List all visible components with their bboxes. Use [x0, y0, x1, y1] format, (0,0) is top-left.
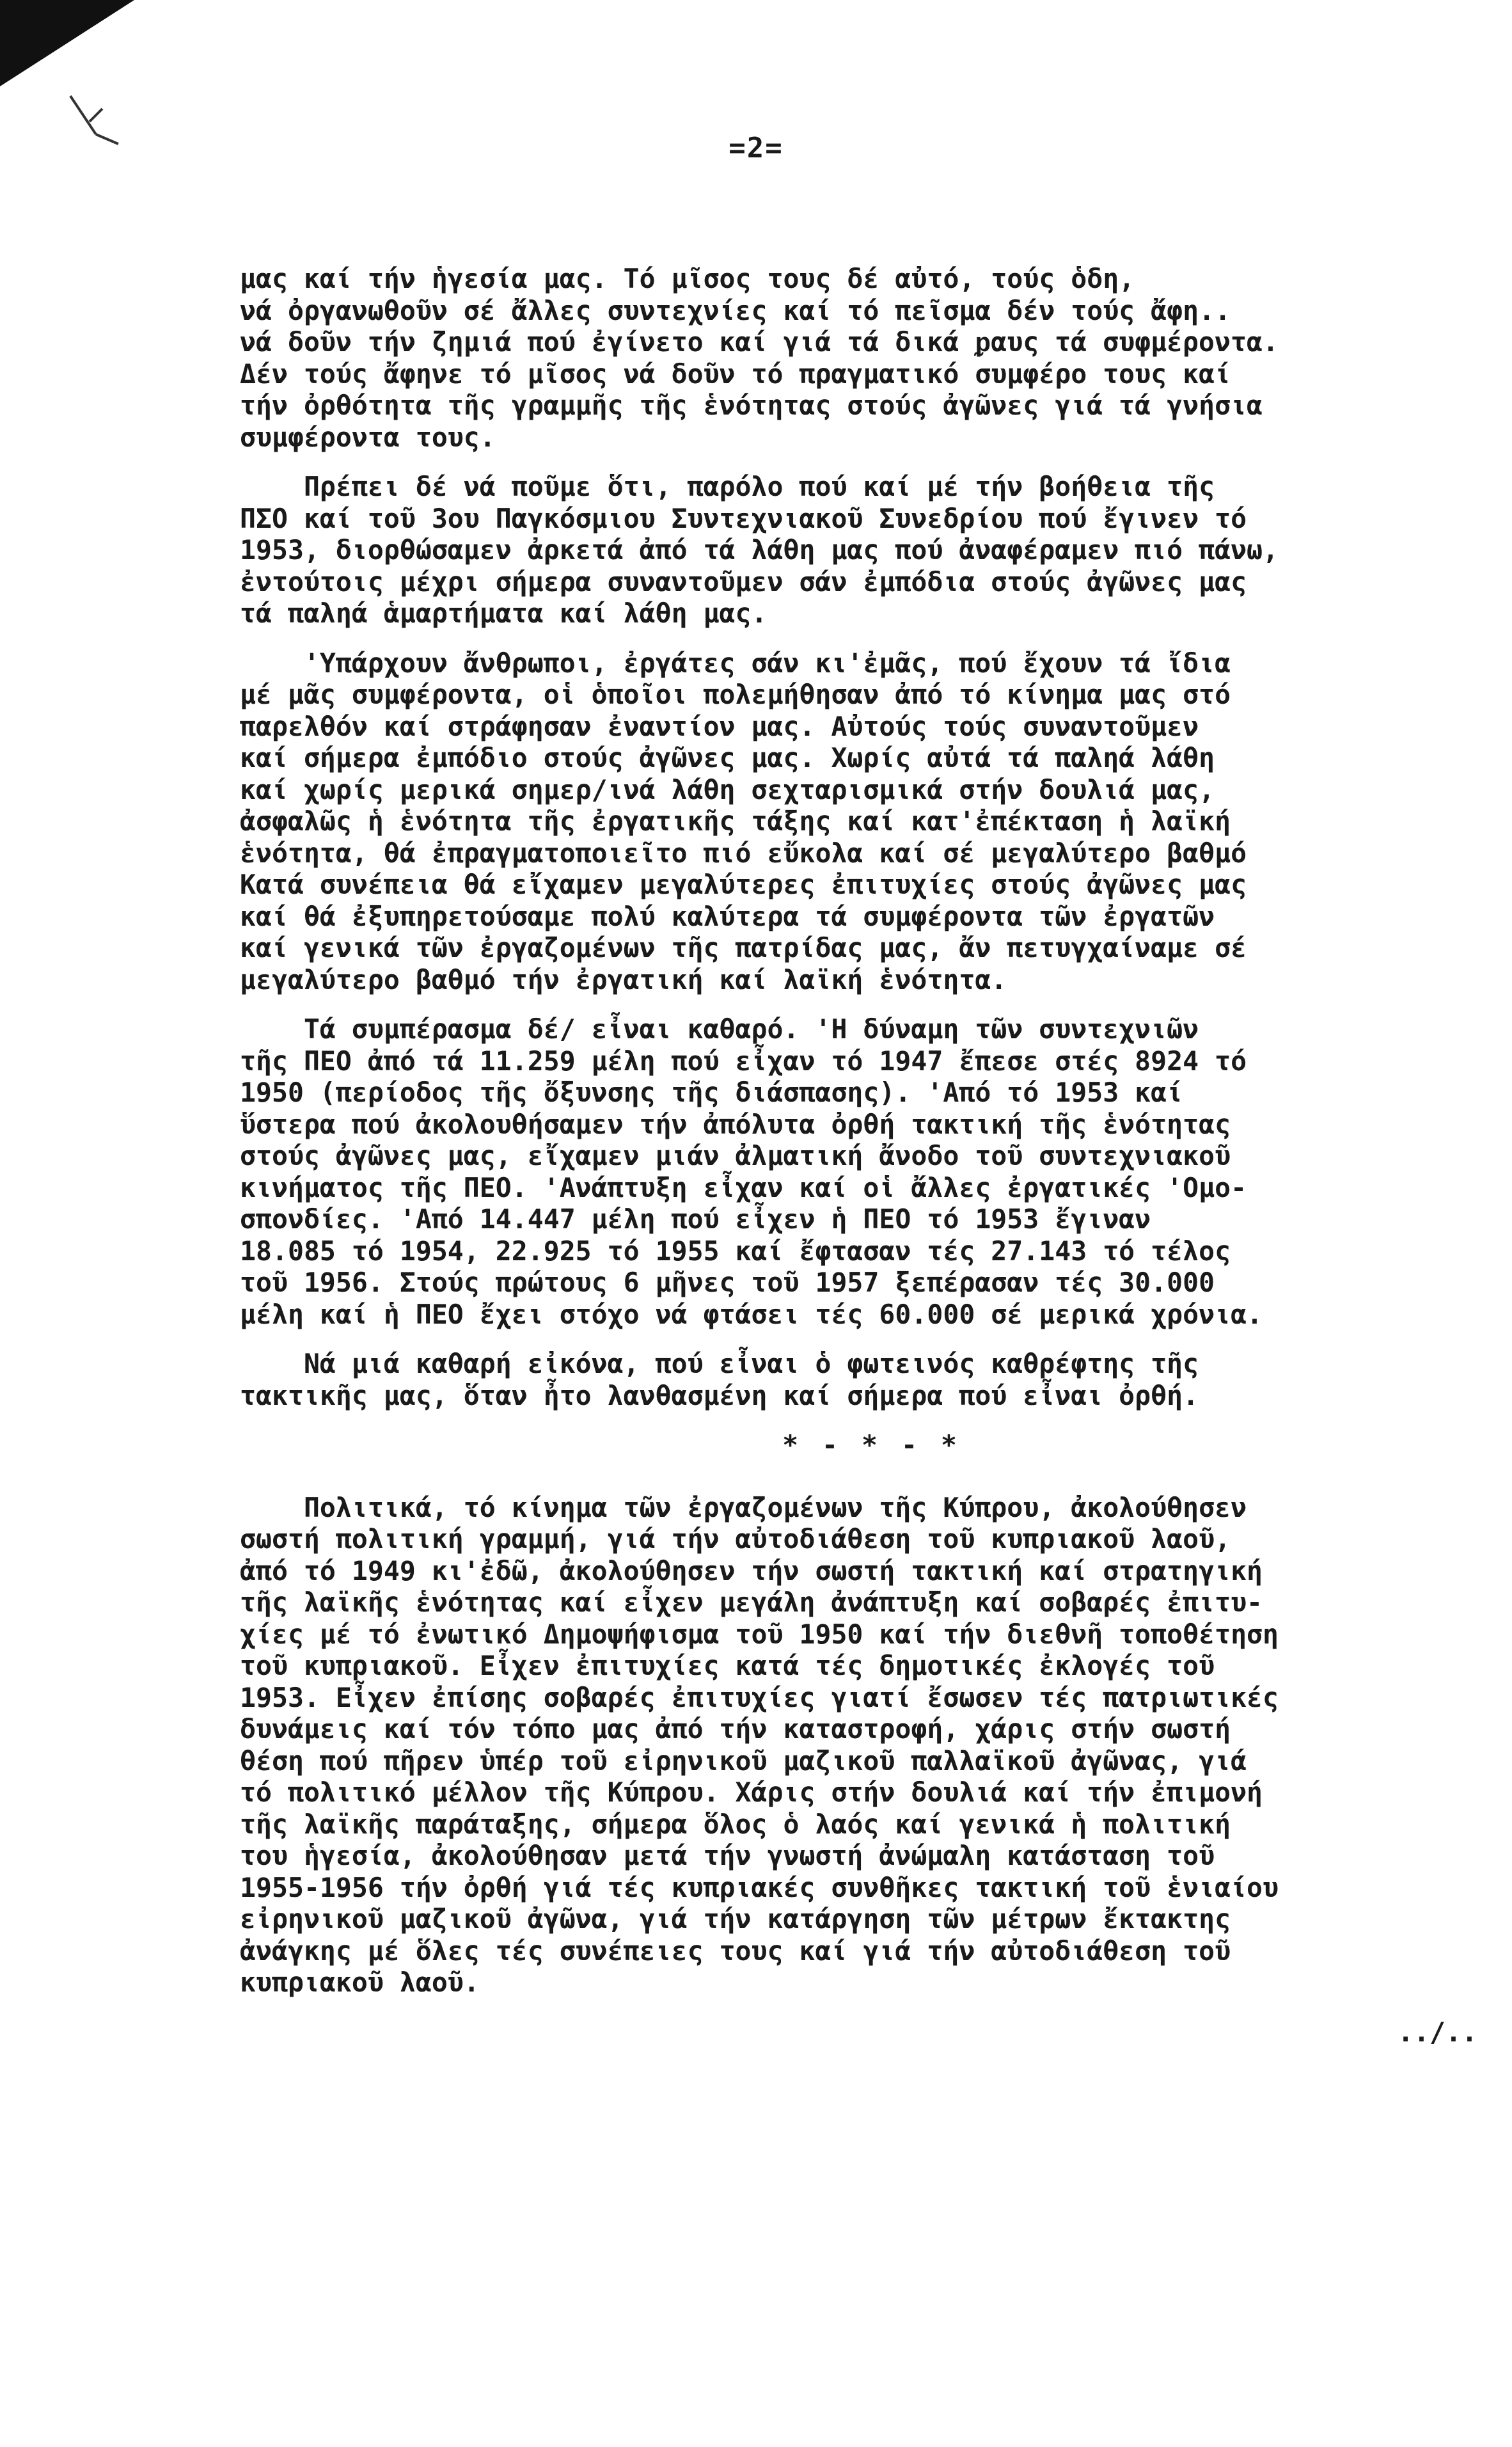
text-line: 1953, διορθώσαμεν ἀρκετά ἀπό τά λάθη μας πού ἀναφέραμεν πιό πάνω, [240, 534, 1279, 566]
text-line: μας καί τήν ἡγεσία μας. Τό μῖσος τους δέ αὐτό, τούς ὁδη, [240, 263, 1135, 294]
text-line: Νά μιά καθαρή εἰκόνα, πού εἶναι ὁ φωτεινός καθρέφτης τῆς [240, 1348, 1199, 1379]
text-line: σωστή πολιτική γραμμή, γιά τήν αὐτοδιάθεση τοῦ κυπριακοῦ λαοῦ, [240, 1523, 1231, 1555]
text-line: 1950 (περίοδος τῆς ὄξυνσης τῆς διάσπασης). 'Από τό 1953 καί [240, 1077, 1183, 1108]
paragraphs [240, 263, 1503, 2048]
text-line: 1953. Εἶχεν ἐπίσης σοβαρές ἐπιτυχίες γιατί ἔσωσεν τές πατριωτικές [240, 1681, 1279, 1713]
text-line: τήν ὀρθότητα τῆς γραμμῆς τῆς ἑνότητας στούς ἀγῶνες γιά τά γνήσια [240, 390, 1263, 421]
text-line: στούς ἀγῶνες μας, εἴχαμεν μιάν ἀλματική ἄνοδο τοῦ συντεχνιακοῦ [240, 1140, 1231, 1171]
text-line: ὕστερα πού ἀκολουθήσαμεν τήν ἀπόλυτα ὀρθή τακτική τῆς ἑνότητας [240, 1108, 1231, 1140]
text-line: ΠΣΟ καί τοῦ 3ου Παγκόσμιου Συντεχνιακοῦ Συνεδρίου πού ἔγινεν τό [240, 502, 1247, 534]
text-line: νά δοῦν τήν ζημιά πού ἐγίνετο καί γιά τά δικά ᵱαυς τά συφμέροντα. [240, 326, 1279, 358]
continuation-mark: ../.. [1398, 2016, 1477, 2048]
text-line: τοῦ κυπριακοῦ. Εἶχεν ἐπιτυχίες κατά τές δημοτικές ἐκλογές τοῦ [240, 1650, 1215, 1681]
text-line: παρελθόν καί στράφησαν ἐναντίον μας. Αὐτούς τούς συναντοῦμεν [240, 710, 1199, 742]
section-separator: * - * - * [782, 1429, 961, 1461]
document-body [240, 200, 1503, 2080]
text-line: ἀσφαλῶς ἡ ἑνότητα τῆς ἐργατικῆς τάξης καί κατ'ἐπέκταση ἡ λαϊκή [240, 805, 1231, 837]
scan-corner-shadow [0, 0, 134, 86]
text-line: κινήματος τῆς ΠΕΟ. 'Ανάπτυξη εἶχαν καί οἱ ἄλλες ἐργατικές 'Ομο- [240, 1171, 1247, 1203]
paragraph [240, 1492, 1503, 1999]
text-line: τῆς λαϊκῆς ἑνότητας καί εἶχεν μεγάλη ἀνάπτυξη καί σοβαρές ἐπιτυ- [240, 1587, 1263, 1618]
text-line: καί σήμερα ἐμπόδιο στούς ἀγῶνες μας. Χωρίς αὐτά τά παληά λάθη [240, 742, 1215, 773]
text-line: νά ὀργανωθοῦν σέ ἄλλες συντεχνίες καί τό πεῖσμα δέν τούς ἄφη.. [240, 294, 1231, 326]
text-line: εἰρηνικοῦ μαζικοῦ ἀγῶνα, γιά τήν κατάργηση τῶν μέτρων ἔκτακτης [240, 1903, 1231, 1935]
text-line: ἀπό τό 1949 κι'ἐδῶ, ἀκολούθησεν τήν σωστή τακτική καί στρατηγική [240, 1555, 1263, 1587]
paragraph [240, 1013, 1503, 1330]
paragraph [240, 647, 1503, 996]
text-line: του ἡγεσία, ἀκολούθησαν μετά τήν γνωστή ἀνώμαλη κατάσταση τοῦ [240, 1840, 1215, 1871]
text-line: ἀνάγκης μέ ὅλες τές συνέπειες τους καί γιά τήν αὐτοδιάθεση τοῦ [240, 1935, 1231, 1967]
text-line: τά παληά ἁμαρτήματα καί λάθη μας. [240, 598, 768, 629]
text-line: τῆς λαϊκῆς παράταξης, σήμερα ὅλος ὁ λαός καί γενικά ἡ πολιτική [240, 1808, 1231, 1840]
text-line: δυνάμεις καί τόν τόπο μας ἀπό τήν καταστροφή, χάρις στήν σωστή [240, 1713, 1231, 1745]
text-line: καί χωρίς μερικά σημερ/ινά λάθη σεχταρισμικά στήν δουλιά μας, [240, 773, 1215, 805]
text-line: τό πολιτικό μέλλον τῆς Κύπρου. Χάρις στήν δουλιά καί τήν ἐπιμονή [240, 1777, 1263, 1808]
text-line: καί γενικά τῶν ἐργαζομένων τῆς πατρίδας μας, ἄν πετυγχαίναμε σέ [240, 932, 1247, 963]
text-line: Πολιτικά, τό κίνημα τῶν ἐργαζομένων τῆς Κύπρου, ἀκολούθησεν [240, 1491, 1247, 1523]
text-line: 'Υπάρχουν ἄνθρωποι, ἐργάτες σάν κι'ἐμᾶς, πού ἔχουν τά ἴδια [240, 647, 1231, 679]
text-line: 1955-1956 τήν ὀρθή γιά τές κυπριακές συνθῆκες τακτική τοῦ ἑνιαίου [240, 1871, 1279, 1903]
text-line: ἑνότητα, θά ἐπραγματοποιεῖτο πιό εὔκολα καί σέ μεγαλύτερο βαθμό [240, 837, 1247, 869]
paragraph [240, 263, 1503, 453]
text-line: συμφέροντα τους. [240, 421, 496, 453]
text-line: τῆς ΠΕΟ ἀπό τά 11.259 μέλη πού εἶχαν τό 1947 ἔπεσε στές 8924 τό [240, 1045, 1247, 1077]
text-line: μέ μᾶς συμφέροντα, οἱ ὁποῖοι πολεμήθησαν ἀπό τό κίνημα μας στό [240, 679, 1231, 710]
text-line: τακτικῆς μας, ὅταν ἦτο λανθασμένη καί σήμερα πού εἶναι ὀρθή. [240, 1379, 1199, 1411]
text-line: μεγαλύτερο βαθμό τήν ἐργατική καί λαϊκή ἑνότητα. [240, 963, 1007, 995]
text-line: Πρέπει δέ νά ποῦμε ὅτι, παρόλο πού καί μέ τήν βοήθεια τῆς [240, 471, 1215, 502]
text-line: τοῦ 1956. Στούς πρώτους 6 μῆνες τοῦ 1957 ξεπέρασαν τές 30.000 [240, 1267, 1215, 1298]
text-line: Τά συμπέρασμα δέ/ εἶναι καθαρό. 'Η δύναμη τῶν συντεχνιῶν [240, 1013, 1199, 1045]
text-line: καί θά ἐξυπηρετούσαμε πολύ καλύτερα τά συμφέροντα τῶν ἐργατῶν [240, 900, 1215, 932]
text-line: 18.085 τό 1954, 22.925 τό 1955 καί ἔφτασαν τές 27.143 τό τέλος [240, 1235, 1231, 1267]
paragraph [240, 1348, 1503, 1411]
text-line: κυπριακοῦ λαοῦ. [240, 1967, 480, 1998]
paragraph [240, 471, 1503, 630]
text-line: μέλη καί ἡ ΠΕΟ ἔχει στόχο νά φτάσει τές 60.000 σέ μερικά χρόνια. [240, 1298, 1263, 1330]
text-line: ἐντούτοις μέχρι σήμερα συναντοῦμεν σάν ἐμπόδια στούς ἀγῶνες μας [240, 566, 1247, 598]
text-line: χίες μέ τό ἐνωτικό Δημοψήφισμα τοῦ 1950 καί τήν διεθνῆ τοποθέτηση [240, 1618, 1279, 1650]
page-number: =2= [728, 132, 784, 164]
text-line: σπονδίες. 'Από 14.447 μέλη πού εἶχεν ἡ ΠΕΟ τό 1953 ἔγιναν [240, 1203, 1151, 1235]
text-line: θέση πού πῆρεν ὑπέρ τοῦ εἰρηνικοῦ μαζικοῦ παλλαϊκοῦ ἀγῶνας, γιά [240, 1745, 1247, 1777]
text-line: Κατά συνέπεια θά εἴχαμεν μεγαλύτερες ἐπιτυχίες στούς ἀγῶνες μας [240, 869, 1247, 900]
text-line: Δέν τούς ἄφηνε τό μῖσος νά δοῦν τό πραγματικό συμφέρο τους καί [240, 358, 1231, 390]
